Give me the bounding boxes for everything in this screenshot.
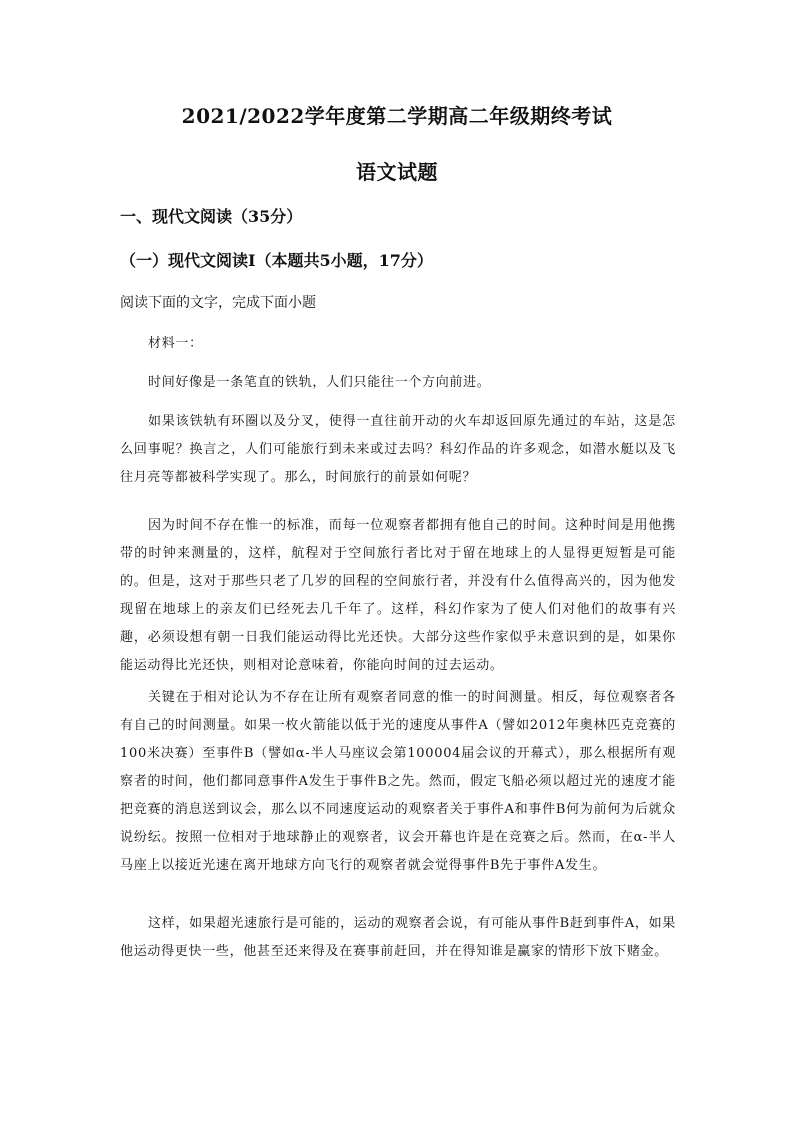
material-label: 材料一：	[148, 336, 203, 351]
exam-subtitle: 语文试题	[356, 160, 438, 184]
reading-instruction: 阅读下面的文字，完成下面小题	[120, 295, 316, 311]
exam-title: 2021/2022学年度第二学期高二年级期终考试	[181, 104, 613, 128]
paragraph: 时间好像是一条笔直的铁轨，人们只能往一个方向前进。	[148, 375, 491, 390]
subsection-heading: （一）现代文阅读Ⅰ（本题共5小题，17分）	[120, 251, 433, 270]
paragraph: 这样，如果超光速旅行是可能的，运动的观察者会说，有可能从事件B赶到事件A，如果他运动得更快一些，他甚至还来得及在赛事前赶回，并在得知谁是赢家的情形下放下赌金。	[120, 916, 676, 959]
paragraph: 如果该铁轨有环圈以及分叉，使得一直往前开动的火车却返回原先通过的车站，这是怎么回事呢？换言之，人们可能旅行到未来或过去吗？科幻作品的许多观念，如潜水艇以及飞往月亮等都被科学实现了。那么，时间旅行的前景如何呢？	[120, 414, 676, 485]
paragraph: 因为时间不存在惟一的标准，而每一位观察者都拥有他自己的时间。这种时间是用他携带的时钟来测量的，这样，航程对于空间旅行者比对于留在地球上的人显得更短暂是可能的。但是，这对于那些只老了几岁的回程的空间旅行者，并没有什么值得高兴的，因为他发现留在地球上的亲友们已经死去几千年了。这样，科幻作家为了使人们对他们的故事有兴趣，必须设想有朝一日我们能运动得比光还快。大部分这些作家似乎未意识到的是，如果你能运动得比光还快，则相对论意味着，你能向时间的过去运动。	[120, 518, 676, 673]
paragraph: 关键在于相对论认为不存在让所有观察者同意的惟一的时间测量。相反，每位观察者各有自己的时间测量。如果一枚火箭能以低于光的速度从事件A（譬如2012年奥林匹克竞赛的100米决赛）至事件B（譬如α-半人马座议会第100004届会议的开幕式），那么根据所有观察者的时间，他们都同意事件A发生于事件B之先。然而，假定飞船必须以超过光的速度才能把竞赛的消息送到议会，那么以不同速度运动的观察者关于事件A和事件B何为前何为后就众说纷纭。按照一位相对于地球静止的观察者，议会开幕也许是在竞赛之后。然而，在α-半人马座上以接近光速在离开地球方向飞行的观察者就会觉得事件B先于事件A发生。	[120, 690, 676, 873]
section-heading: 一、现代文阅读（35分）	[120, 207, 303, 226]
